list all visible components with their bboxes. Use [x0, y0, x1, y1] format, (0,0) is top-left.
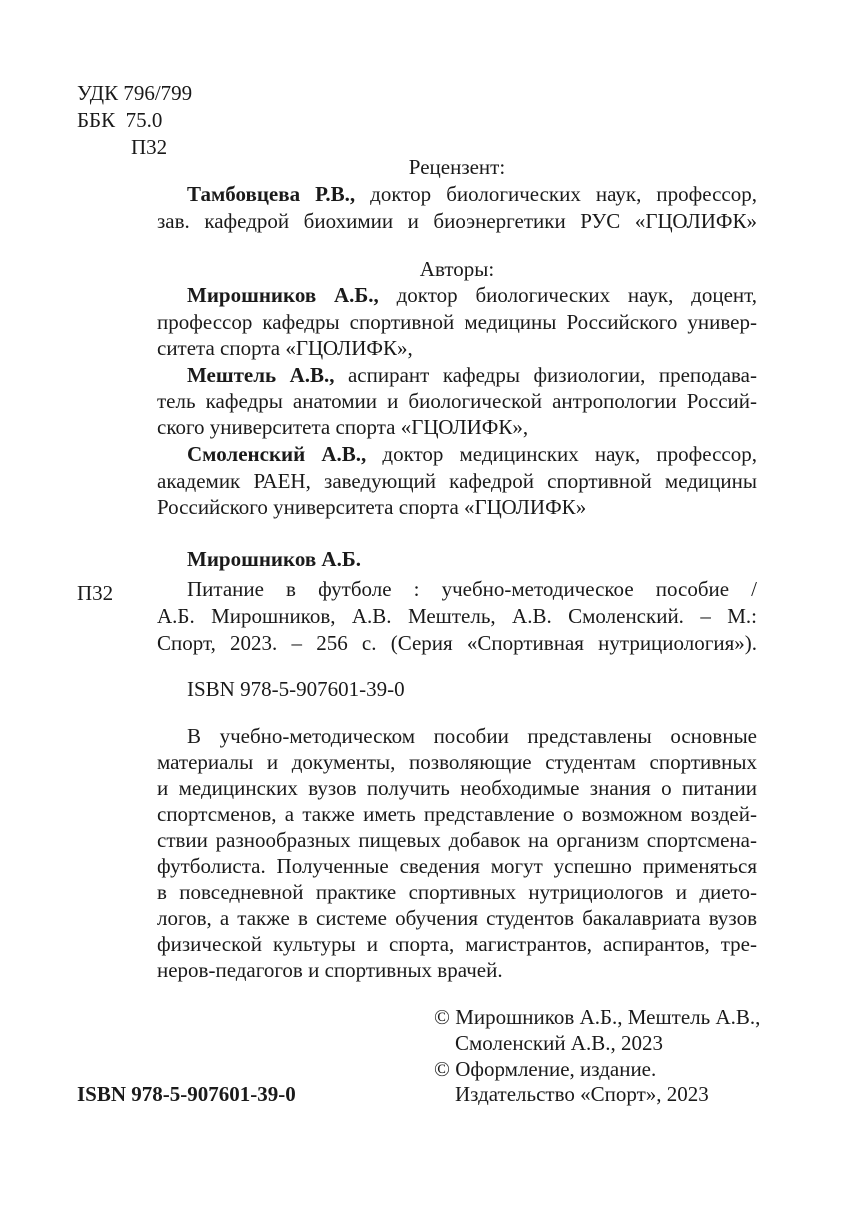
- copyright-design-line-1: © Оформление, издание.: [434, 1057, 657, 1081]
- copyright-design-line-2: Издательство «Спорт», 2023: [455, 1082, 709, 1106]
- annotation-line-10: неров-педагогов и спортивных врачей.: [157, 958, 503, 982]
- author-2-line-1-text: аспирант кафедры физиологии, преподава-: [334, 363, 757, 387]
- author-2-line-3: ского университета спорта «ГЦОЛИФК»,: [157, 415, 529, 439]
- annotation-line-6: футболиста. Полученные сведения могут успешно применяться: [157, 854, 757, 878]
- annotation-line-2: материалы и документы, позволяющие студентам спортивных: [157, 750, 757, 774]
- author-1-name: Мирошников А.Б.,: [187, 283, 379, 307]
- bib-author-mark: П32: [77, 581, 114, 605]
- author-3-name: Смоленский А.В.,: [187, 442, 367, 466]
- reviewer-line-1: [187, 181, 757, 207]
- author-1-line-1-text: доктор биологических наук, доцент,: [378, 283, 757, 307]
- udk-code: УДК 796/799: [77, 81, 193, 105]
- bbk-code: ББК 75.0: [77, 108, 163, 132]
- author-3-line-1: [187, 441, 757, 467]
- author-1-line-2: профессор кафедры спортивной медицины Российского универ-: [157, 310, 757, 334]
- reviewer-name: Тамбовцева Р.В.,: [187, 182, 356, 206]
- reviewer-line-2: зав. кафедрой биохимии и биоэнергетики РУС «ГЦОЛИФК»: [157, 209, 757, 233]
- annotation-line-4: спортсменов, а также иметь представление о возможном воздей-: [157, 802, 757, 826]
- author-1-line-3: ситета спорта «ГЦОЛИФК»,: [157, 336, 413, 360]
- author-2-line-1: [187, 362, 757, 388]
- copyright-authors-line-1: © Мирошников А.Б., Мештель А.В.,: [434, 1005, 761, 1029]
- reviewer-line-1-text: доктор биологических наук, профессор,: [355, 182, 757, 206]
- author-2-name: Мештель А.В.,: [187, 363, 335, 387]
- footer-isbn: ISBN 978-5-907601-39-0: [77, 1082, 296, 1106]
- author-mark-top: П32: [131, 135, 168, 159]
- author-2-line-2: тель кафедры анатомии и биологической антропологии Россий-: [157, 389, 757, 413]
- author-3-line-2: академик РАЕН, заведующий кафедрой спортивной медицины: [157, 469, 757, 493]
- annotation-line-9: физической культуры и спорта, магистрантов, аспирантов, тре-: [157, 932, 757, 956]
- annotation-line-7: в повседневной практике спортивных нутрициологов и дието-: [157, 880, 757, 904]
- reviewer-heading: Рецензент:: [408, 155, 506, 179]
- bib-line-2: А.Б. Мирошников, А.В. Мештель, А.В. Смоленский. – М.:: [157, 604, 757, 628]
- bib-main-author: Мирошников А.Б.: [187, 547, 361, 571]
- annotation-line-5: ствии разнообразных пищевых добавок на организм спортсмена-: [157, 828, 757, 852]
- annotation-line-1: В учебно-методическом пособии представлены основные: [187, 724, 757, 748]
- bib-isbn: ISBN 978-5-907601-39-0: [187, 677, 405, 701]
- author-3-line-3: Российского университета спорта «ГЦОЛИФК»: [157, 495, 587, 519]
- annotation-line-3: и медицинских вузов получить необходимые знания о питании: [157, 776, 757, 800]
- bib-line-3: Спорт, 2023. – 256 с. (Серия «Спортивная нутрициология»).: [157, 631, 757, 655]
- bib-line-1: Питание в футболе : учебно-методическое пособие /: [187, 577, 757, 601]
- annotation-line-8: логов, а также в системе обучения студентов бакалавриата вузов: [157, 906, 757, 930]
- author-1-line-1: [187, 282, 757, 308]
- author-3-line-1-text: доктор медицинских наук, профессор,: [366, 442, 757, 466]
- authors-heading: Авторы:: [419, 257, 495, 281]
- copyright-authors-line-2: Смоленский А.В., 2023: [455, 1031, 663, 1055]
